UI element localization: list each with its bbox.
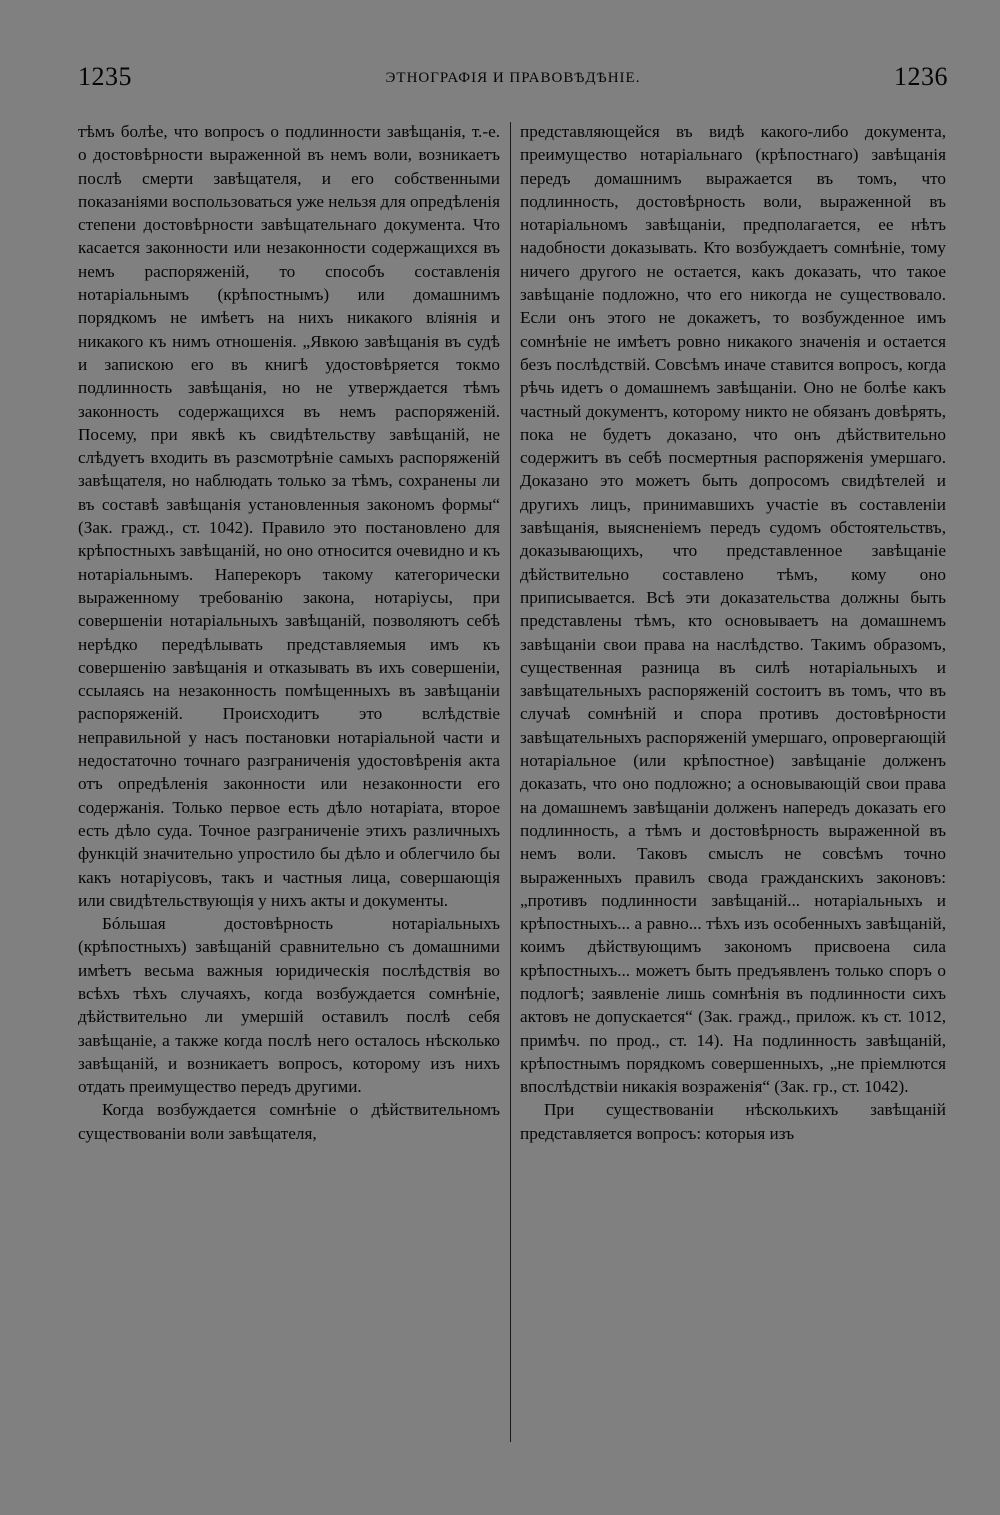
paragraph: При существованіи нѣсколькихъ завѣщаній представляется вопросъ: которыя изъ — [520, 1100, 946, 1143]
paragraph: представляющейся въ видѣ какого-либо документа, преимущество нотаріальнаго (крѣпостнаго) завѣщанія передъ домашнимъ выражается въ томъ, что подлинность, достовѣрность воли, выраженной въ нотаріальномъ завѣщаніи, предполагается, ее нѣтъ надобности доказывать. Кто возбуждаетъ сомнѣніе, тому ничего другого не остается, какъ доказать, что такое завѣщаніе подложно, что его никогда не существовало. Если онъ этого не докажетъ, то возбужденное имъ сомнѣніе не имѣетъ ровно никакого значенія и остается безъ послѣдствій. Совсѣмъ иначе ставится вопросъ, когда рѣчь идетъ о домашнемъ завѣщаніи. Оно не болѣе какъ частный документъ, которому никто не обязанъ довѣрять, пока не будетъ доказано, что онъ дѣйствительно содержитъ въ себѣ посмертныя распоряженія умершаго. Доказано это можетъ быть допросомъ свидѣтелей и другихъ лицъ, принимавшихъ участіе въ составленіи завѣщанія, выясненіемъ передъ судомъ обстоятельствъ, доказывающихъ, что представленное завѣщаніе дѣйствительно составлено тѣмъ, кому оно приписывается. Всѣ эти доказательства должны быть представлены тѣмъ, кто основываетъ на домашнемъ завѣщаніи свои права на наслѣдство. Такимъ образомъ, существенная разница въ силѣ нотаріальныхъ и завѣщательныхъ распоряженій состоитъ въ томъ, что въ случаѣ сомнѣній и спора противъ достовѣрности завѣщательныхъ распоряженій умершаго, опровергающій нотаріальное (или крѣпостное) завѣщаніе долженъ доказать, что оно подложно; а основывающій свои права на домашнемъ завѣщаніи долженъ напередъ доказать его подлинность, а тѣмъ и достовѣрность выраженной въ немъ воли. Таковъ смыслъ не совсѣмъ точно выраженныхъ правилъ свода гражданскихъ законовъ: „противъ подлинности завѣщаній... нотаріальныхъ и крѣпостныхъ... а равно... тѣхъ изъ особенныхъ завѣщаній, коимъ дѣйствующимъ закономъ присвоена сила крѣпостныхъ... можетъ быть предъявленъ только споръ о подлогѣ; заявленіе лишь сомнѣнія въ подлинности сихъ актовъ не допускается“ (Зак. гражд., прилож. къ ст. 1012, примѣч. по прод., ст. 14). На подлинность завѣщаній, крѣпостнымъ порядкомъ совершенныхъ, „не пріемлются впослѣдствіи никакія возраженія“ (Зак. гр., ст. 1042). — [520, 122, 946, 1097]
column-divider — [510, 122, 511, 1442]
running-title: ЭТНОГРАФІЯ И ПРАВОВѢДѢНІЕ. — [385, 70, 641, 86]
page-number-left: 1235 — [78, 62, 132, 91]
left-column — [78, 120, 500, 1145]
page-number-right: 1236 — [894, 62, 948, 91]
paragraph: тѣмъ болѣе, что вопросъ о подлинности завѣщанія, т.-е. о достовѣрности выраженной въ немъ воли, возникаетъ послѣ смерти завѣщателя, и его собственными показаніями воспользоваться уже нельзя для опредѣленія степени достовѣрности завѣщательнаго документа. Что касается законности или незаконности содержащихся въ немъ распоряженій, то способъ составленія нотаріальнымъ (крѣпостнымъ) или домашнимъ порядкомъ не имѣетъ на нихъ никакого вліянія и никакого къ нимъ отношенія. „Явкою завѣщанія въ судѣ и запискою его въ книгѣ удостовѣряется токмо подлинность завѣщанія, но не утверждается тѣмъ законность содержащихся въ немъ распоряженій. Посему, при явкѣ къ свидѣтельству завѣщаній, не слѣдуетъ входить въ разсмотрѣніе самыхъ распоряженій завѣщателя, но наблюдать только за тѣмъ, сохранены ли въ составѣ завѣщанія установленныя закономъ формы“ (Зак. гражд., ст. 1042). Правило это постановлено для крѣпостныхъ завѣщаній, но оно относится очевидно и къ нотаріальнымъ. Наперекоръ такому категорически выраженному требованію закона, нотаріусы, при совершеніи нотаріальныхъ завѣщаній, позволяютъ себѣ нерѣдко передѣлывать представляемыя имъ къ совершенію завѣщанія и отказывать въ ихъ совершеніи, ссылаясь на незаконность помѣщенныхъ въ завѣщаніи распоряженій. Происходитъ это вслѣдствіе неправильной у насъ постановки нотаріальной части и недостаточно точнаго разграниченія удостовѣренія акта отъ опредѣленія законности или незаконности его содержанія. Только первое есть дѣло нотаріата, второе есть дѣло суда. Точное разграниченіе этихъ различныхъ функцій значительно упростило бы дѣло и облегчило бы какъ нотаріусовъ, такъ и частныя лица, совершающія или свидѣтельствующія у нихъ акты и документы. — [78, 122, 500, 910]
paragraph: Бóльшая достовѣрность нотаріальныхъ (крѣпостныхъ) завѣщаній сравнительно съ домашними имѣетъ весьма важныя юридическія послѣдствія во всѣхъ тѣхъ случаяхъ, когда возбуждается сомнѣніе, дѣйствительно ли умершій оставилъ послѣ себя завѣщаніе, а также когда послѣ него осталось нѣсколько завѣщаній, и возникаетъ вопросъ, которому изъ нихъ отдать преимущество передъ другими. — [78, 914, 500, 1097]
right-column — [520, 120, 946, 1145]
page-header — [78, 62, 948, 102]
paragraph: Когда возбуждается сомнѣніе о дѣйствительномъ существованіи воли завѣщателя, — [78, 1100, 500, 1143]
